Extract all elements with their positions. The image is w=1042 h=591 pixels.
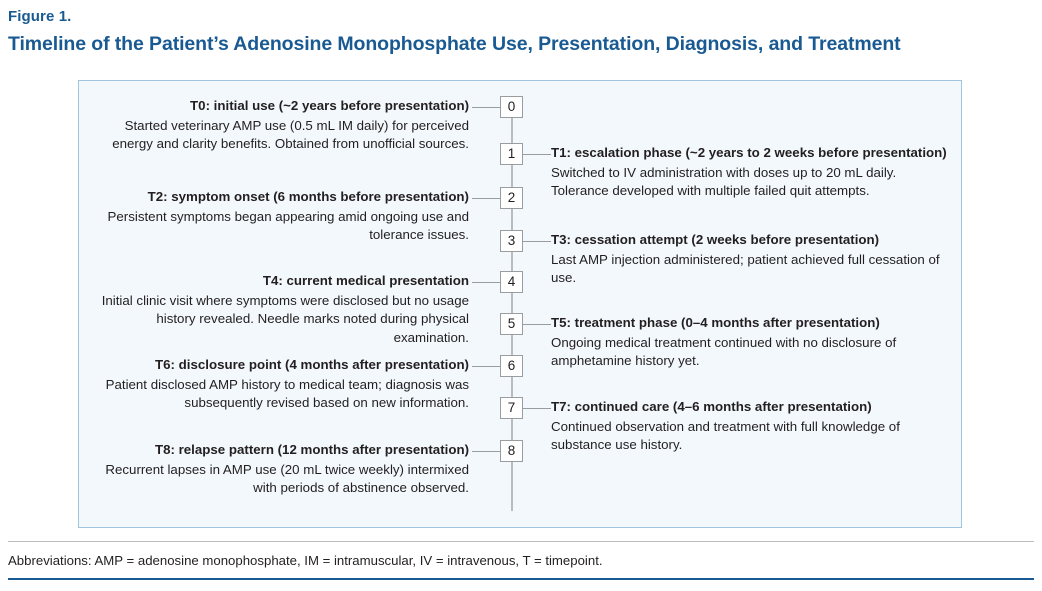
timeline-entry-t7-heading: T7: continued care (4–6 months after presentation) <box>551 399 872 414</box>
timeline-entry-t7-body: Continued observation and treatment with full knowledge of substance use history. <box>551 418 900 453</box>
timeline-node-0: 0 <box>500 96 523 118</box>
timeline-entry-t4-body: Initial clinic visit where symptoms were disclosed but no usage history revealed. Needle marks noted during physical examination. <box>101 292 469 345</box>
abbreviations-footnote: Abbreviations: AMP = adenosine monophosphate, IM = intramuscular, IV = intravenous, T = timepoint. <box>8 553 603 568</box>
connector-5 <box>523 324 551 325</box>
figure-title: Timeline of the Patient’s Adenosine Monophosphate Use, Presentation, Diagnosis, and Treatment <box>8 33 901 55</box>
footer-rule <box>8 578 1034 580</box>
timeline-node-6: 6 <box>500 355 523 377</box>
timeline-entry-t0-heading: T0: initial use (~2 years before presentation) <box>190 98 469 113</box>
timeline-entry-t5 <box>551 314 951 371</box>
connector-4 <box>472 282 500 283</box>
timeline-entry-t0 <box>91 97 469 154</box>
timeline-entry-t3-body: Last AMP injection administered; patient achieved full cessation of use. <box>551 251 940 286</box>
connector-1 <box>523 154 551 155</box>
timeline-entry-t3-heading: T3: cessation attempt (2 weeks before presentation) <box>551 232 880 247</box>
timeline-entry-t2 <box>91 188 469 245</box>
timeline-entry-t1-heading: T1: escalation phase (~2 years to 2 weeks before presentation) <box>551 145 947 160</box>
connector-6 <box>472 366 500 367</box>
timeline-entry-t6-heading: T6: disclosure point (4 months after presentation) <box>155 357 469 372</box>
timeline-node-5: 5 <box>500 313 523 335</box>
connector-3 <box>523 241 551 242</box>
timeline-entry-t6-body: Patient disclosed AMP history to medical team; diagnosis was subsequently revised based on new information. <box>105 376 469 411</box>
timeline-entry-t8-heading: T8: relapse pattern (12 months after presentation) <box>154 442 469 457</box>
timeline-entry-t0-body: Started veterinary AMP use (0.5 mL IM daily) for perceived energy and clarity benefits. Obtained from unofficial sources. <box>112 117 469 152</box>
timeline-entry-t8-body: Recurrent lapses in AMP use (20 mL twice weekly) intermixed with periods of abstinence observed. <box>105 461 469 496</box>
footnote-rule-top <box>8 541 1034 542</box>
timeline-entry-t4 <box>91 272 469 347</box>
timeline-node-3: 3 <box>500 230 523 252</box>
connector-0 <box>472 107 500 108</box>
timeline-node-4: 4 <box>500 271 523 293</box>
timeline-entry-t1 <box>551 144 953 201</box>
connector-2 <box>472 198 500 199</box>
timeline-entry-t2-body: Persistent symptoms began appearing amid ongoing use and tolerance issues. <box>107 208 469 243</box>
timeline-node-2: 2 <box>500 187 523 209</box>
connector-7 <box>523 408 551 409</box>
timeline-entry-t4-heading: T4: current medical presentation <box>262 273 469 288</box>
timeline-entry-t5-body: Ongoing medical treatment continued with no disclosure of amphetamine history yet. <box>551 334 897 369</box>
timeline-node-7: 7 <box>500 397 523 419</box>
timeline-entry-t7 <box>551 398 951 455</box>
figure-label: Figure 1. <box>8 8 72 25</box>
timeline-node-1: 1 <box>500 143 523 165</box>
timeline-entry-t2-heading: T2: symptom onset (6 months before presentation) <box>147 189 469 204</box>
timeline-entry-t8 <box>91 441 469 498</box>
timeline-entry-t6 <box>91 356 469 413</box>
timeline-entry-t3 <box>551 231 951 288</box>
timeline-entry-t5-heading: T5: treatment phase (0–4 months after presentation) <box>551 315 880 330</box>
timeline-entry-t1-body: Switched to IV administration with doses up to 20 mL daily. Tolerance developed with multiple failed quit attempts. <box>551 164 897 199</box>
timeline-node-8: 8 <box>500 440 523 462</box>
connector-8 <box>472 451 500 452</box>
timeline-panel <box>78 80 962 528</box>
